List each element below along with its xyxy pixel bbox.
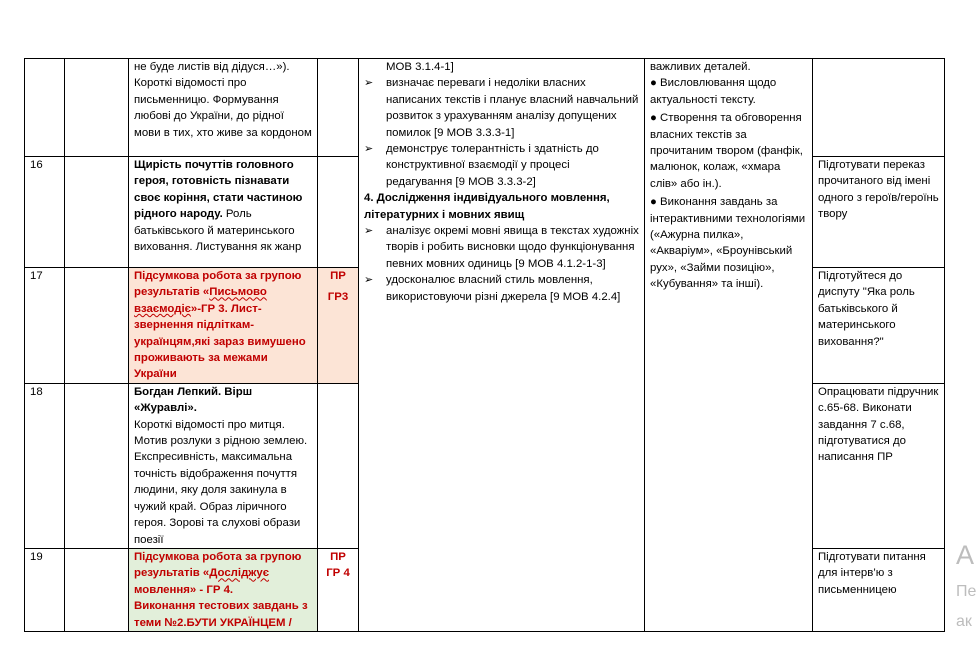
lesson-number xyxy=(25,59,65,157)
arrow-bullet-icon: ➢ xyxy=(364,274,374,287)
homework-cell: Підготувати переказ прочитаного від імені одного з героїв/героїнь твору xyxy=(813,157,945,268)
lesson-topic: Підсумкова робота за групою результатів «Письмово взаємодіє»-ГР 3. Лист-звернення підліткам-українцям,які зараз вимушено проживають за межами України xyxy=(129,268,318,384)
code-label: ПР xyxy=(330,550,346,563)
code-cell xyxy=(318,268,359,384)
topic-text: не буде листів від дідуся…»). Короткі відомості про письменницю. Формування любові до України, до рідної мови в тих, хто живе за кордоном xyxy=(134,61,312,139)
code-cell xyxy=(318,157,359,268)
activities-top-line: важливих деталей. xyxy=(650,61,751,73)
outcomes-heading: 4. Дослідження індивідуального мовлення, літературних і мовних явищ xyxy=(364,192,610,221)
empty-cell xyxy=(65,157,129,268)
code-label: ПР xyxy=(330,270,346,282)
lesson-number: 17 xyxy=(25,268,65,384)
table-row xyxy=(25,59,945,157)
lesson-number: 19 xyxy=(25,548,65,631)
code-cell xyxy=(318,383,359,548)
outcomes-list-b xyxy=(364,223,639,305)
activities-list xyxy=(650,75,807,292)
topic-text: Роль батьківського й материнського виховання. Листування як жанр xyxy=(134,208,302,254)
outcomes-list-a xyxy=(364,75,639,190)
list-item: ➢ аналізує окремі мовні явища в текстах художніх творів і робить висновки щодо функціонування певних мовних одиниць [9 МОВ 4.1.2-1-3] xyxy=(364,225,639,270)
lesson-topic: Підсумкова робота за групою результатів «Досліджує мовлення» - ГР 4. Виконання тестових завдань з теми №2.БУТИ УКРАЇНЦЕМ / xyxy=(129,548,318,631)
arrow-bullet-icon: ➢ xyxy=(364,143,374,156)
empty-cell xyxy=(65,548,129,631)
list-item: ● Виконання завдань за інтерактивними технологіями («Ажурна пилка», «Акваріум», «Броунівський рух», «Займи позицію», «Кубування» та інші). xyxy=(650,196,806,291)
list-item: ➢ визначає переваги і недоліки власних написаних текстів і планує власний навчальний розвиток з урахуванням аналізу допущених помилок [9 МОВ 3.3.3-1] xyxy=(364,77,639,139)
activation-watermark-line2: Пе xyxy=(956,583,976,600)
activation-watermark-big: А xyxy=(956,540,975,570)
homework-cell: Опрацювати підручник с.65-68. Виконати завдання 7 с.68, підготуватися до написання ПР xyxy=(813,383,945,548)
lesson-topic xyxy=(129,157,318,268)
homework-cell: Підготувати питання для інтерв’ю з письменницею xyxy=(813,548,945,631)
arrow-bullet-icon: ➢ xyxy=(364,225,374,238)
spellcheck-underlined-word: Письмово взаємодіє xyxy=(134,286,267,315)
spellcheck-underlined-word: Досліджує xyxy=(209,567,269,580)
topic-bold-text: Богдан Лепкий. Вірш «Журавлі». xyxy=(134,385,253,415)
homework-cell: Підготуйтеся до диспуту "Яка роль батьківського й материнського виховання?" xyxy=(813,268,945,384)
arrow-bullet-icon: ➢ xyxy=(364,77,374,90)
homework-cell xyxy=(813,59,945,157)
code-cell xyxy=(318,548,359,631)
activation-watermark-line3: ак xyxy=(956,613,972,630)
list-item: ➢ демонструє толерантність і здатність до конструктивної взаємодії у процесі редагування [9 МОВ 3.3.3-2] xyxy=(364,143,599,188)
list-item: ➢ удосконалює власний стиль мовлення, використовуючи різні джерела [9 МОВ 4.2.4] xyxy=(364,274,621,303)
outcome-top-line: МОВ 3.1.4-1] xyxy=(386,61,454,73)
list-item: ● Висловлювання щодо актуальності тексту. xyxy=(650,77,777,106)
lesson-plan-table xyxy=(24,58,945,632)
group-label: ГР 4 xyxy=(326,567,350,580)
code-cell xyxy=(318,59,359,157)
activities-cell xyxy=(645,59,813,632)
lesson-number: 16 xyxy=(25,157,65,268)
lesson-number: 18 xyxy=(25,383,65,548)
lesson-topic xyxy=(129,59,318,157)
topic-text: Короткі відомості про митця. Мотив розлуки з рідною землею. Експресивність, максимальна точність відображення почуття людини, яку доля закинула в чужий край. Образ ліричного героя. Зорові та слухові образи поезії xyxy=(134,418,308,546)
group-label: ГР3 xyxy=(327,291,349,304)
empty-cell xyxy=(65,268,129,384)
learning-outcomes-cell xyxy=(359,59,645,632)
lesson-topic xyxy=(129,383,318,548)
topic-bold-text: Щирість почуттів головного героя, готовність пізнавати своє коріння, стати частиною рідного народу. xyxy=(134,159,303,221)
list-item: ● Створення та обговорення власних текстів за прочитаним твором (фанфік, малюнок, колаж, «хмара слів» або ін.). xyxy=(650,112,803,190)
empty-cell xyxy=(65,59,129,157)
empty-cell xyxy=(65,383,129,548)
